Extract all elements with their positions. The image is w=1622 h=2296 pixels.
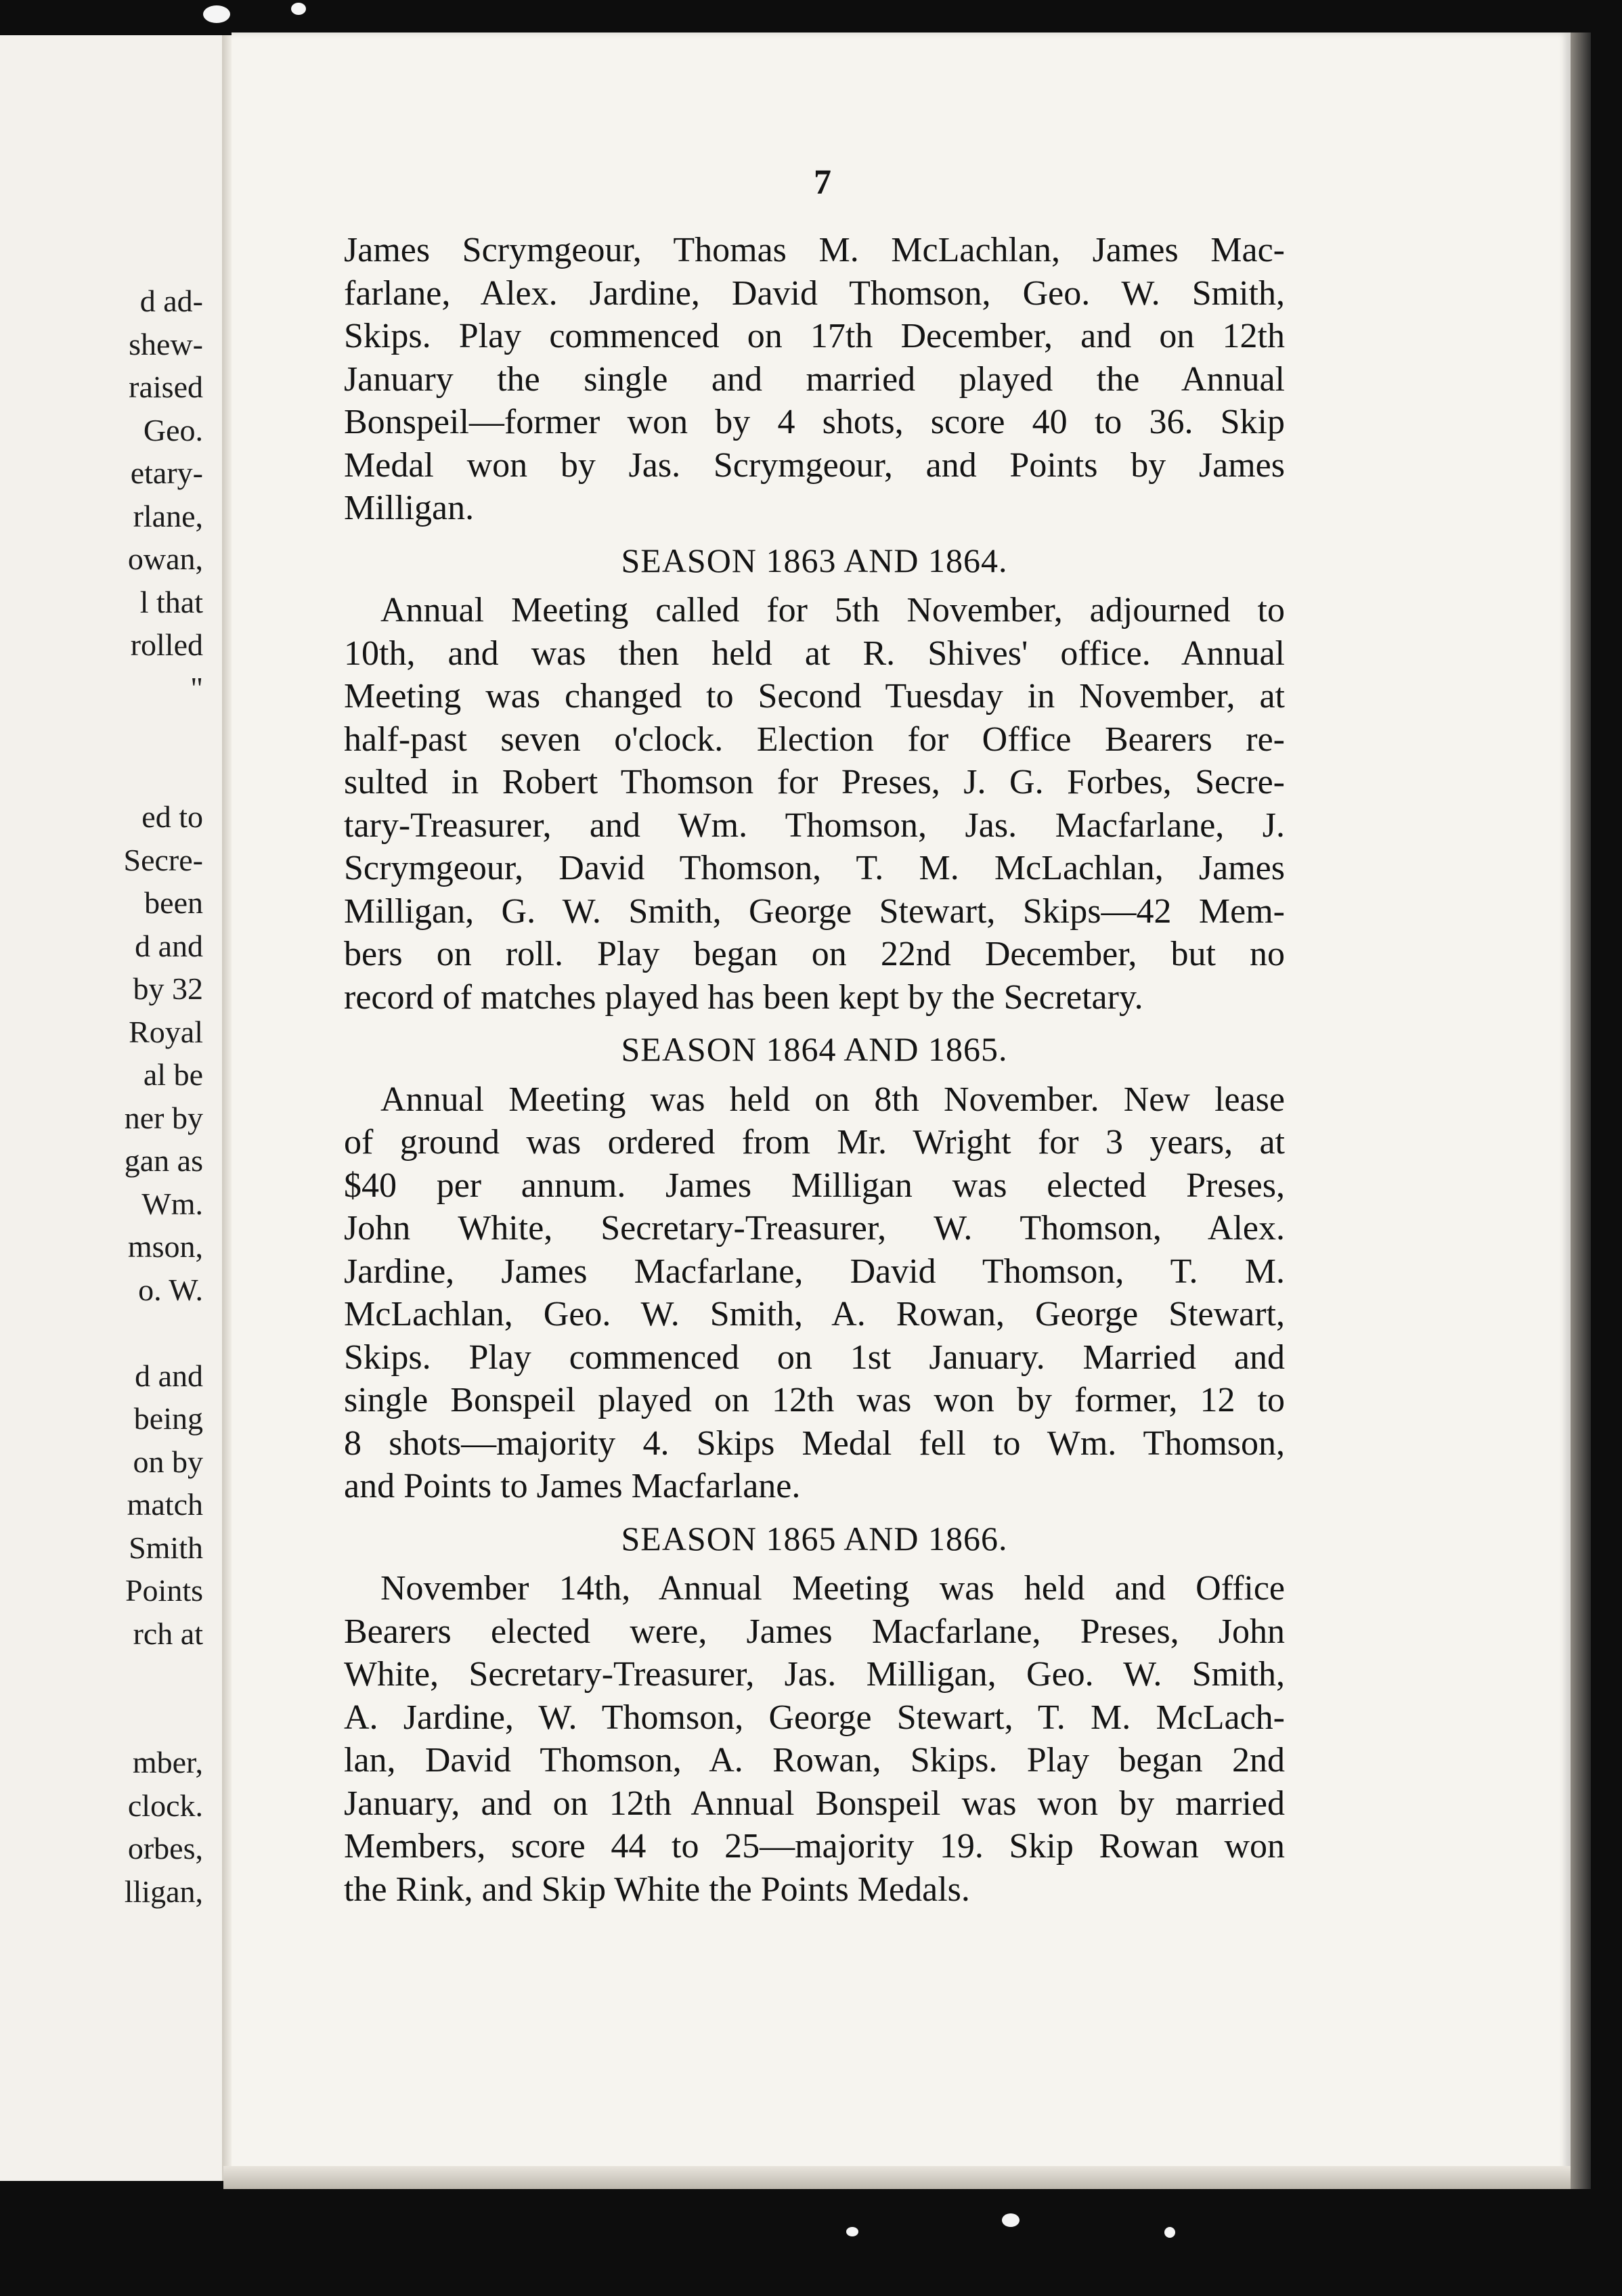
left-page-line: Royal (129, 1014, 203, 1049)
text-line: John White, Secretary-Treasurer, W. Thomson, Alex. (344, 1209, 1285, 1248)
left-page-line: raised (129, 370, 203, 404)
left-page-line: o. W. (138, 1272, 203, 1307)
text-line: Skips. Play commenced on 1st January. Married and (344, 1338, 1285, 1377)
page-body (344, 229, 1285, 1911)
text-line: bers on roll. Play began on 22nd December, but no (344, 935, 1285, 973)
text-line: record of matches played has been kept by the Secretary. (344, 977, 1143, 1017)
text-line: 10th, and was then held at R. Shives' office. Annual (344, 634, 1285, 673)
section-1865-1866 (344, 1518, 1285, 1912)
section-1864-1865 (344, 1028, 1285, 1508)
text-line: Members, score 44 to 25—majority 19. Skip Rowan won (344, 1827, 1285, 1866)
left-page-line: rolled (130, 627, 203, 662)
text-line: 8 shots—majority 4. Skips Medal fell to Wm. Thomson, (344, 1423, 1285, 1463)
left-page-line: rch at (133, 1616, 203, 1651)
left-page-line: match (127, 1487, 203, 1522)
text-line: Jardine, James Macfarlane, David Thomson, T. M. (344, 1252, 1285, 1291)
scan-speck (203, 5, 230, 23)
left-page-line: ner by (124, 1100, 203, 1135)
text-line: Meeting was changed to Second Tuesday in November, at (344, 677, 1285, 715)
text-line: lan, David Thomson, A. Rowan, Skips. Play began 2nd (344, 1741, 1285, 1780)
left-page-line: being (133, 1401, 203, 1436)
page-right-edge (1571, 32, 1591, 2189)
section-heading: SEASON 1864 AND 1865. (621, 1030, 1008, 1068)
left-page-line: d ad- (139, 284, 203, 318)
text-line: single Bonspeil played on 12th was won by former, 12 to (344, 1381, 1285, 1419)
left-page-line: gan as (124, 1143, 203, 1178)
left-page-line: " (190, 670, 203, 705)
left-page-line: mber, (132, 1745, 203, 1780)
left-page-line: Geo. (143, 412, 203, 447)
text-line: farlane, Alex. Jardine, David Thomson, Geo. W. Smith, (344, 273, 1285, 313)
left-page-line: clock. (127, 1788, 203, 1823)
left-page-line: Points (125, 1573, 203, 1608)
left-page-line: rlane, (133, 498, 203, 533)
left-page-line: d and (135, 1358, 203, 1393)
text-line: tary-Treasurer, and Wm. Thomson, Jas. Macfarlane, J. (344, 805, 1285, 845)
left-page-line: ed to (141, 799, 203, 834)
text-line: James Scrymgeour, Thomas M. McLachlan, James Mac- (344, 231, 1285, 269)
text-line: Annual Meeting was held on 8th November. New lease (380, 1080, 1285, 1119)
left-page-line: lligan, (124, 1874, 203, 1909)
text-line: November 14th, Annual Meeting was held and Office (380, 1569, 1285, 1608)
left-page-line: shew- (129, 326, 203, 361)
page-number: 7 (814, 163, 831, 202)
section-continuation (344, 229, 1285, 530)
text-line: Bearers elected were, James Macfarlane, Preses, John (344, 1612, 1285, 1651)
left-page-line: on by (133, 1444, 203, 1479)
left-page-line: etary- (130, 456, 203, 490)
text-line: Medal won by Jas. Scrymgeour, and Points by James (344, 445, 1285, 485)
text-line: of ground was ordered from Mr. Wright for 3 years, at (344, 1123, 1285, 1162)
left-page-line: by 32 (133, 971, 203, 1006)
text-line: and Points to James Macfarlane. (344, 1467, 801, 1505)
text-line: McLachlan, Geo. W. Smith, A. Rowan, George Stewart, (344, 1295, 1285, 1333)
text-line: the Rink, and Skip White the Points Medals. (344, 1870, 970, 1909)
section-heading: SEASON 1863 AND 1864. (621, 541, 1008, 579)
left-page-line: Smith (129, 1530, 203, 1565)
text-line: Milligan. (344, 489, 475, 527)
text-line: $40 per annum. James Milligan was elected Preses, (344, 1166, 1285, 1205)
text-line: Annual Meeting called for 5th November, adjourned to (380, 591, 1285, 630)
text-line: January, and on 12th Annual Bonspeil was won by married (344, 1784, 1285, 1823)
left-page-line: been (144, 885, 203, 920)
section-1863-1864 (344, 539, 1285, 1019)
text-line: half-past seven o'clock. Election for Office Bearers re- (344, 720, 1285, 759)
text-line: Scrymgeour, David Thomson, T. M. McLachlan, James (344, 849, 1285, 887)
scan-speck (1164, 2227, 1175, 2238)
left-page-line: l that (139, 584, 203, 619)
scan-speck (291, 3, 306, 15)
left-page-fragment (0, 35, 223, 2181)
page-gutter (222, 35, 232, 2181)
text-line: Milligan, G. W. Smith, George Stewart, Skips—42 Mem- (344, 891, 1285, 931)
left-page-line: Wm. (141, 1186, 203, 1221)
text-line: A. Jardine, W. Thomson, George Stewart, T. M. McLach- (344, 1698, 1285, 1737)
scan-speck (846, 2227, 858, 2236)
left-page-line: al be (143, 1057, 203, 1092)
text-line: sulted in Robert Thomson for Preses, J. G. Forbes, Secre- (344, 763, 1285, 801)
left-page-line: owan, (127, 542, 203, 576)
left-page-line: d and (135, 928, 203, 963)
text-line: Bonspeil—former won by 4 shots, score 40 to 36. Skip (344, 403, 1285, 441)
text-line: White, Secretary-Treasurer, Jas. Milligan, Geo. W. Smith, (344, 1655, 1285, 1694)
page-bottom-edge (223, 2166, 1571, 2189)
text-line: January the single and married played the Annual (344, 359, 1285, 399)
left-page-line: mson, (127, 1229, 203, 1264)
scan-speck (1002, 2213, 1020, 2227)
left-page-line: Secre- (123, 842, 203, 877)
text-line: Skips. Play commenced on 17th December, and on 12th (344, 317, 1285, 355)
section-heading: SEASON 1865 AND 1866. (621, 1519, 1008, 1558)
left-page-line: orbes, (127, 1831, 203, 1866)
